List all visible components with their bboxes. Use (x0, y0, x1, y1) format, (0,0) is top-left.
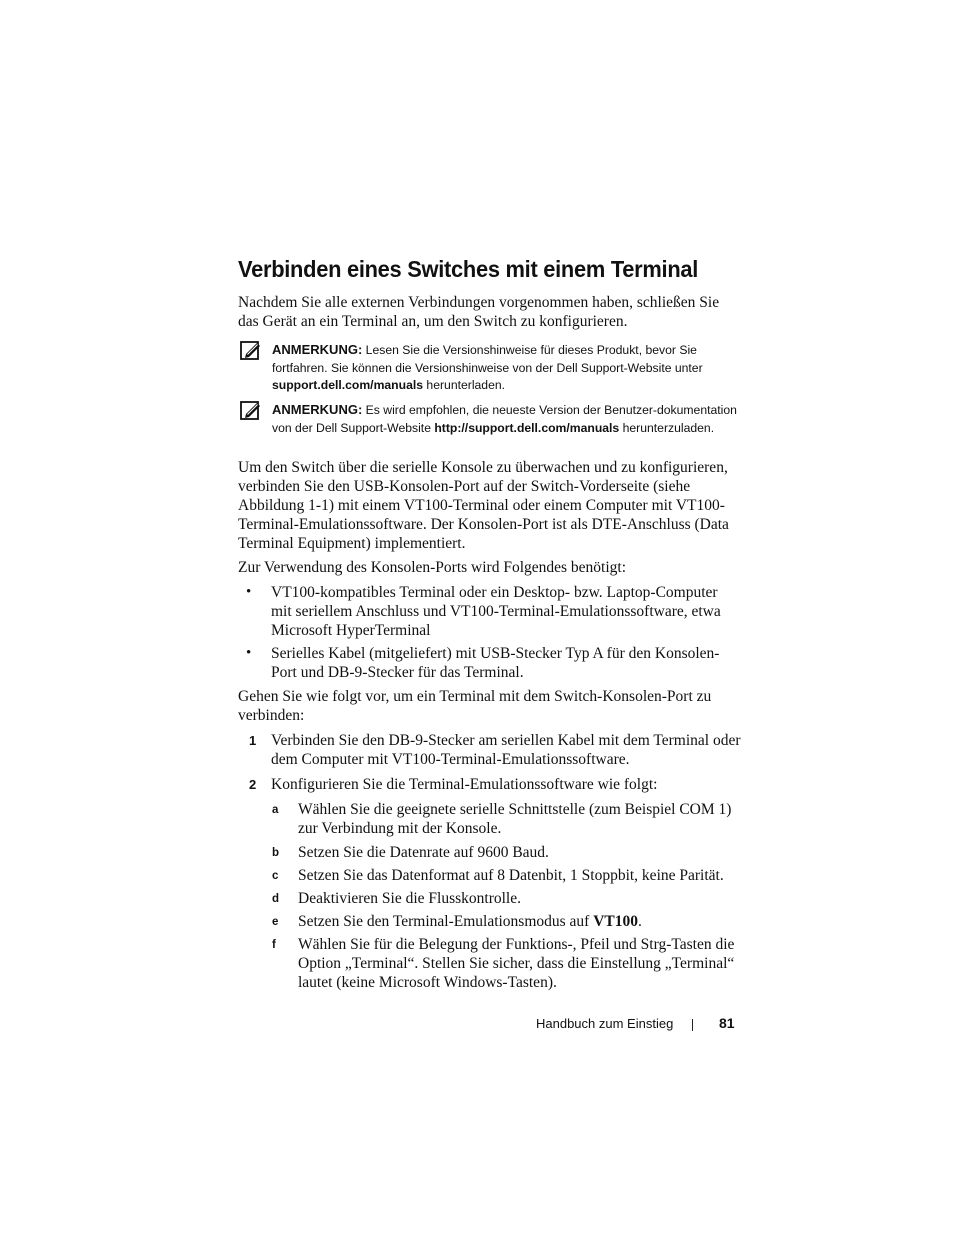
substep-item: Setzen Sie die Datenrate auf 9600 Baud. (298, 844, 549, 861)
substep-item: Setzen Sie das Datenformat auf 8 Datenbit, 1 Stoppbit, keine Parität. (298, 867, 724, 884)
support-link[interactable]: support.dell.com/manuals (272, 378, 424, 392)
list-item: Serielles Kabel (mitgeliefert) mit USB-Stecker Typ A für den Konsolen-Port und DB-9-Stecker für das Terminal. (271, 645, 720, 681)
substep-letter: a (272, 804, 279, 816)
substep-item: Wählen Sie die geeignete serielle Schnittstelle (zum Beispiel COM 1) zur Verbindung mit der Konsole. (298, 801, 732, 837)
note-2-body: Es wird empfohlen, die neueste Version der Benutzer-dokumentation von der Dell Support-Website (272, 403, 737, 435)
pencil-note-icon (240, 340, 262, 360)
substep-item (298, 912, 743, 931)
substep-e-tail: . (638, 913, 642, 930)
support-link[interactable]: http://support.dell.com/manuals (434, 420, 620, 435)
substep-e-text: Setzen Sie den Terminal-Emulationsmodus auf (298, 913, 590, 930)
note-2-text (272, 401, 742, 437)
note-2-tail: herunterzuladen. (622, 420, 715, 435)
step-number: 1 (249, 733, 257, 748)
substep-letter: e (272, 916, 279, 928)
step-number: 2 (249, 777, 257, 792)
note-label: ANMERKUNG: (272, 402, 363, 417)
serial-console-paragraph: Um den Switch über die serielle Konsole zu überwachen und zu konfigurieren, verbinden Sie den USB-Konsolen-Port auf der Switch-Vorderseite (siehe Abbildung 1-1) mit einem VT100-Terminal oder einem Computer mit VT100-Terminal-Emulationssoftware. Der Konsolen-Port ist als DTE-Anschluss (Data Terminal Equipment) implementiert. (238, 459, 729, 552)
note-1-body: Lesen Sie die Versionshinweise für dieses Produkt, bevor Sie fortfahren. Sie können die Versionshinweise von der Dell Support-Website unter (272, 343, 703, 375)
bullet-marker: • (246, 584, 252, 600)
bullet-marker: • (246, 645, 252, 661)
mode-value: VT100 (593, 913, 639, 930)
list-item: VT100-kompatibles Terminal oder ein Desktop- bzw. Laptop-Computer mit seriellem Anschluss und VT100-Terminal-Emulationssoftware, etwa Microsoft HyperTerminal (271, 584, 721, 639)
note-label: ANMERKUNG: (272, 342, 363, 357)
step-item: Konfigurieren Sie die Terminal-Emulationssoftware wie folgt: (271, 776, 658, 793)
intro-paragraph: Nachdem Sie alle externen Verbindungen vorgenommen haben, schließen Sie das Gerät an ein Terminal an, um den Switch zu konfigurieren. (238, 294, 720, 330)
substep-letter: d (272, 893, 280, 905)
pencil-note-icon (240, 400, 262, 420)
substep-item: Wählen Sie für die Belegung der Funktions-, Pfeil und Strg-Tasten die Option „Terminal“. Stellen Sie sicher, dass die Einstellung „Terminal“ lautet (keine Microsoft Windows-Tasten). (298, 936, 735, 991)
requirements-intro: Zur Verwendung des Konsolen-Ports wird Folgendes benötigt: (238, 559, 627, 576)
step-item: Verbinden Sie den DB-9-Stecker am seriellen Kabel mit dem Terminal oder dem Computer mit VT100-Terminal-Emulationssoftware. (271, 732, 741, 768)
procedure-intro: Gehen Sie wie folgt vor, um ein Terminal mit dem Switch-Konsolen-Port zu verbinden: (238, 688, 712, 724)
footer-divider (692, 1019, 693, 1031)
note-1-tail: herunterladen. (426, 378, 506, 392)
substep-item: Deaktivieren Sie die Flusskontrolle. (298, 890, 521, 907)
note-1-text (272, 341, 742, 395)
substep-letter: f (272, 939, 276, 951)
substep-letter: c (272, 870, 279, 882)
page-title: Verbinden eines Switches mit einem Terminal (238, 256, 699, 282)
footer-label: Handbuch zum Einstieg (536, 1016, 674, 1031)
page-number: 81 (719, 1015, 735, 1031)
substep-letter: b (272, 847, 280, 859)
